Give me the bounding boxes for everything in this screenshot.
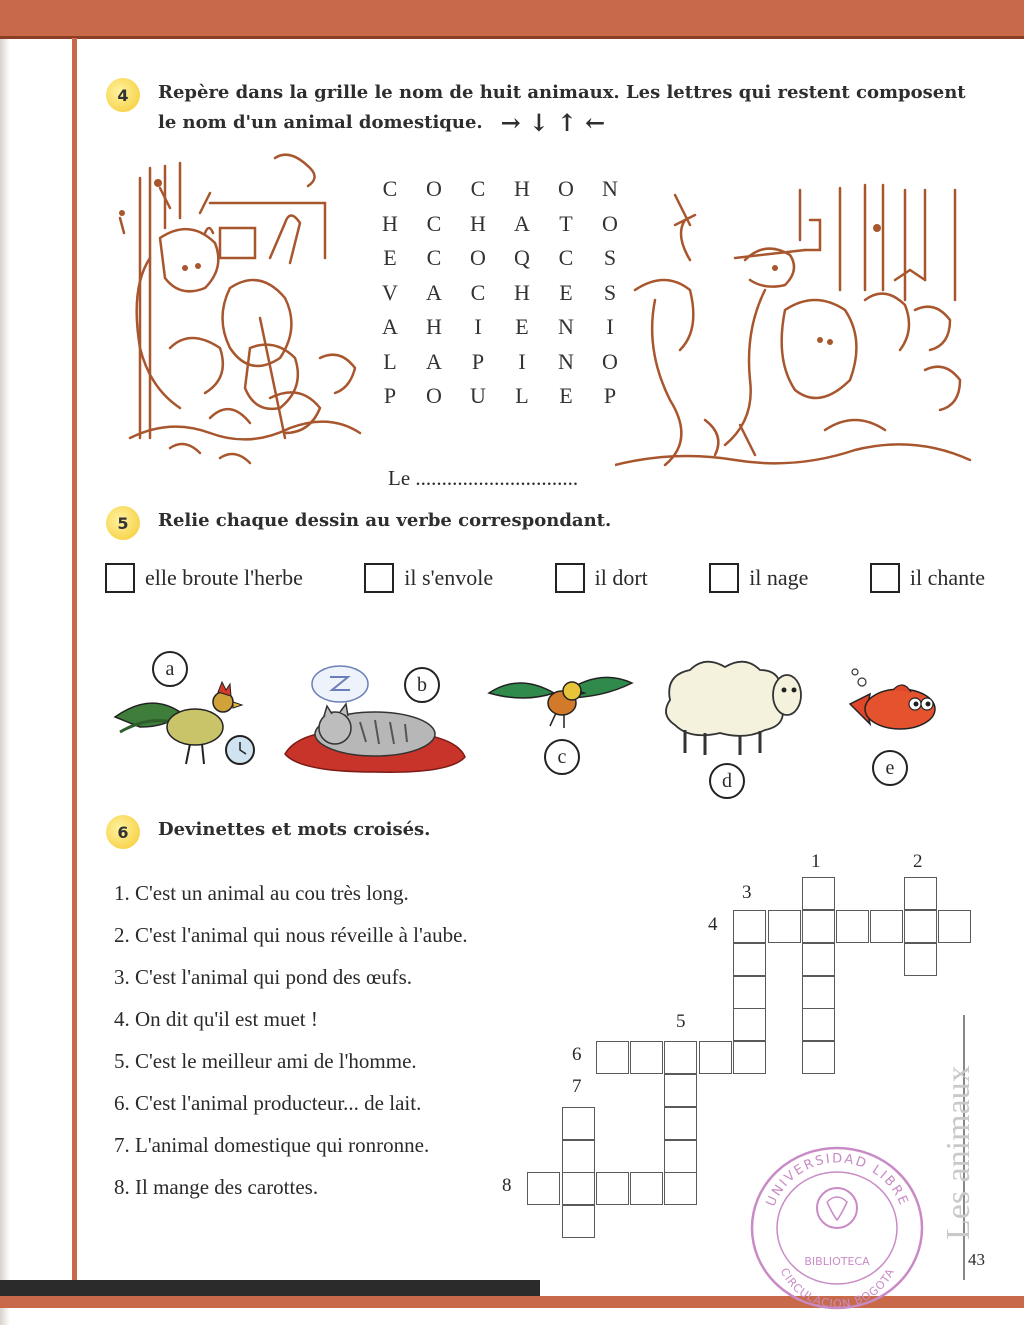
page-number: 43 <box>968 1250 985 1269</box>
sheep-icon <box>660 655 810 760</box>
grid-letter[interactable]: O <box>470 245 486 270</box>
clue-item: 1. C'est un animal au cou très long. <box>114 881 409 905</box>
crossword-cell[interactable] <box>733 1041 766 1074</box>
grid-letter[interactable]: C <box>558 245 574 270</box>
grid-letter[interactable]: N <box>602 176 618 201</box>
picture-letter-d: d <box>709 763 745 799</box>
grid-letter[interactable]: L <box>515 383 529 408</box>
clue-item: 5. C'est le meilleur ami de l'homme. <box>114 1049 417 1073</box>
chapter-side-title: Les animaux <box>940 1065 977 1240</box>
verb-item: il dort <box>555 563 648 593</box>
crossword-cell[interactable] <box>904 943 937 976</box>
verb-checkbox[interactable] <box>870 563 900 593</box>
verb-checkbox[interactable] <box>555 563 585 593</box>
crossword-cell[interactable] <box>904 910 937 943</box>
crossword-cell[interactable] <box>802 976 835 1009</box>
svg-text:BIBLIOTECA: BIBLIOTECA <box>804 1255 870 1268</box>
book-spine-shadow <box>0 0 10 1325</box>
grid-letter[interactable]: O <box>426 176 442 201</box>
crossword-cell[interactable] <box>562 1172 595 1205</box>
grid-letter[interactable]: A <box>426 348 442 374</box>
picture-letter-c: c <box>544 739 580 775</box>
crossword-cell[interactable] <box>802 943 835 976</box>
grid-letter[interactable]: P <box>603 383 617 408</box>
picture-letter-e: e <box>872 750 908 786</box>
clue-item: 8. Il mange des carottes. <box>114 1175 319 1199</box>
farmer-dancing-illustration <box>615 180 975 475</box>
grid-letter[interactable]: L <box>383 348 397 374</box>
crossword-cell[interactable] <box>562 1140 595 1173</box>
crossword-cell[interactable] <box>664 1140 697 1173</box>
crossword-cell[interactable] <box>664 1074 697 1107</box>
word-search-grid <box>368 176 632 418</box>
exercise-4-badge: 4 <box>106 78 140 112</box>
crossword-cell[interactable] <box>802 910 835 943</box>
bottom-dark-band <box>0 1280 540 1296</box>
grid-row <box>368 314 632 349</box>
sleeping-cat-icon <box>280 662 470 777</box>
hidden-animal-answer-line[interactable]: Le ............................... <box>388 466 579 490</box>
exercise-4-instruction: Repère dans la grille le nom de huit animaux. Les lettres qui restent composent le nom d'un animal domestique. →↓↑← <box>158 82 966 137</box>
grid-letter[interactable]: C <box>382 176 398 201</box>
grid-letter[interactable]: O <box>426 383 442 408</box>
crossword-cell[interactable] <box>664 1107 697 1140</box>
grid-letter[interactable]: I <box>518 348 526 374</box>
verb-checkbox[interactable] <box>709 563 739 593</box>
grid-letter[interactable]: H <box>382 210 398 236</box>
svg-text:UNIVERSIDAD LIBRE: UNIVERSIDAD LIBRE <box>763 1151 912 1209</box>
crossword-number-5: 5 <box>676 1011 686 1032</box>
crossword-cell[interactable] <box>596 1172 629 1205</box>
grid-letter[interactable]: N <box>558 348 574 374</box>
riddle-clue-list <box>114 872 468 1208</box>
svg-text:CIRCULACION BOGOTA: CIRCULACION BOGOTA <box>777 1265 898 1311</box>
verb-item: il s'envole <box>364 563 493 593</box>
verb-item: elle broute l'herbe <box>105 563 303 593</box>
grid-letter[interactable]: S <box>603 245 617 270</box>
farm-animals-band-illustration <box>110 148 390 493</box>
crossword-number-2: 2 <box>913 851 923 872</box>
exercise-5-instruction: Relie chaque dessin au verbe correspondant. <box>158 510 612 531</box>
grid-letter[interactable]: H <box>470 210 486 236</box>
crossword-cell[interactable] <box>664 1041 697 1074</box>
crossword-number-7: 7 <box>572 1076 582 1097</box>
grid-letter[interactable]: C <box>470 176 486 201</box>
crossword-cell[interactable] <box>527 1172 560 1205</box>
crossword-cell[interactable] <box>733 1008 766 1041</box>
crossword-cell[interactable] <box>768 910 801 943</box>
grid-letter[interactable]: C <box>426 210 442 236</box>
verb-item: il chante <box>870 563 985 593</box>
grid-letter[interactable]: E <box>559 279 573 305</box>
rooster-icon <box>110 672 260 772</box>
grid-letter[interactable]: S <box>603 279 617 305</box>
grid-row <box>368 176 632 211</box>
grid-letter[interactable]: H <box>426 314 442 339</box>
top-color-band <box>0 0 1024 38</box>
clue-item: 4. On dit qu'il est muet ! <box>114 1007 318 1031</box>
crossword-number-3: 3 <box>742 882 752 903</box>
clue-item: 3. C'est l'animal qui pond des œufs. <box>114 965 413 989</box>
grid-letter[interactable]: C <box>470 279 486 305</box>
crossword-cell[interactable] <box>870 910 903 943</box>
direction-arrows: →↓↑← <box>500 108 614 137</box>
crossword-cell[interactable] <box>904 877 937 910</box>
grid-letter[interactable]: T <box>559 210 573 236</box>
grid-letter[interactable]: E <box>515 314 529 339</box>
verb-list <box>105 563 985 593</box>
grid-row <box>368 211 632 246</box>
grid-letter[interactable]: C <box>426 245 442 270</box>
clue-item: 7. L'animal domestique qui ronronne. <box>114 1133 430 1157</box>
grid-letter[interactable]: E <box>383 245 397 270</box>
crossword-cell[interactable] <box>938 910 971 943</box>
crossword-cell[interactable] <box>562 1107 595 1140</box>
grid-letter[interactable]: P <box>471 348 485 374</box>
crossword-number-4: 4 <box>708 914 718 935</box>
crossword-number-6: 6 <box>572 1044 582 1065</box>
grid-letter[interactable]: P <box>383 383 397 408</box>
crossword-cell[interactable] <box>802 1008 835 1041</box>
top-band-edge <box>0 36 1024 39</box>
crossword-cell[interactable] <box>802 1041 835 1074</box>
grid-letter[interactable]: H <box>514 279 530 305</box>
grid-row <box>368 383 632 418</box>
grid-letter[interactable]: E <box>559 383 573 408</box>
grid-letter[interactable]: O <box>558 176 574 201</box>
picture-letter-b: b <box>404 667 440 703</box>
crossword-cell[interactable] <box>630 1172 663 1205</box>
left-margin-rule <box>72 38 77 1308</box>
library-stamp <box>745 1140 930 1315</box>
crossword-number-1: 1 <box>811 851 821 872</box>
grid-letter[interactable]: I <box>474 314 482 339</box>
grid-letter[interactable]: A <box>426 279 442 305</box>
grid-letter[interactable]: I <box>606 314 614 339</box>
crossword-cell[interactable] <box>699 1041 732 1074</box>
crossword-cell[interactable] <box>630 1041 663 1074</box>
grid-row <box>368 349 632 384</box>
grid-letter[interactable]: V <box>382 279 398 305</box>
crossword-cell[interactable] <box>836 910 869 943</box>
grid-letter[interactable]: Q <box>514 245 530 270</box>
picture-letter-a: a <box>152 651 188 687</box>
grid-letter[interactable]: U <box>470 383 486 408</box>
grid-letter[interactable]: O <box>602 348 618 374</box>
clue-item: 6. C'est l'animal producteur... de lait. <box>114 1091 422 1115</box>
crossword-cell[interactable] <box>802 877 835 910</box>
verb-item: il nage <box>709 563 808 593</box>
grid-letter[interactable]: H <box>514 176 530 201</box>
fish-icon <box>845 664 945 739</box>
grid-row <box>368 280 632 315</box>
crossword-number-8: 8 <box>502 1175 512 1196</box>
crossword-cell[interactable] <box>596 1041 629 1074</box>
verb-checkbox[interactable] <box>364 563 394 593</box>
grid-row <box>368 245 632 280</box>
grid-letter[interactable]: O <box>602 210 618 236</box>
grid-letter[interactable]: A <box>514 210 530 236</box>
clue-item: 2. C'est l'animal qui nous réveille à l'aube. <box>114 923 468 947</box>
exercise-5-badge: 5 <box>106 506 140 540</box>
exercise-6-instruction: Devinettes et mots croisés. <box>158 819 431 840</box>
crossword-cell[interactable] <box>733 976 766 1009</box>
verb-checkbox[interactable] <box>105 563 135 593</box>
grid-letter[interactable]: A <box>382 314 398 339</box>
crossword-cell[interactable] <box>733 910 766 943</box>
flying-bird-icon <box>484 658 634 738</box>
crossword-cell[interactable] <box>562 1205 595 1238</box>
crossword-cell[interactable] <box>733 943 766 976</box>
crossword-cell[interactable] <box>664 1172 697 1205</box>
grid-letter[interactable]: N <box>558 314 574 339</box>
exercise-6-badge: 6 <box>106 815 140 849</box>
